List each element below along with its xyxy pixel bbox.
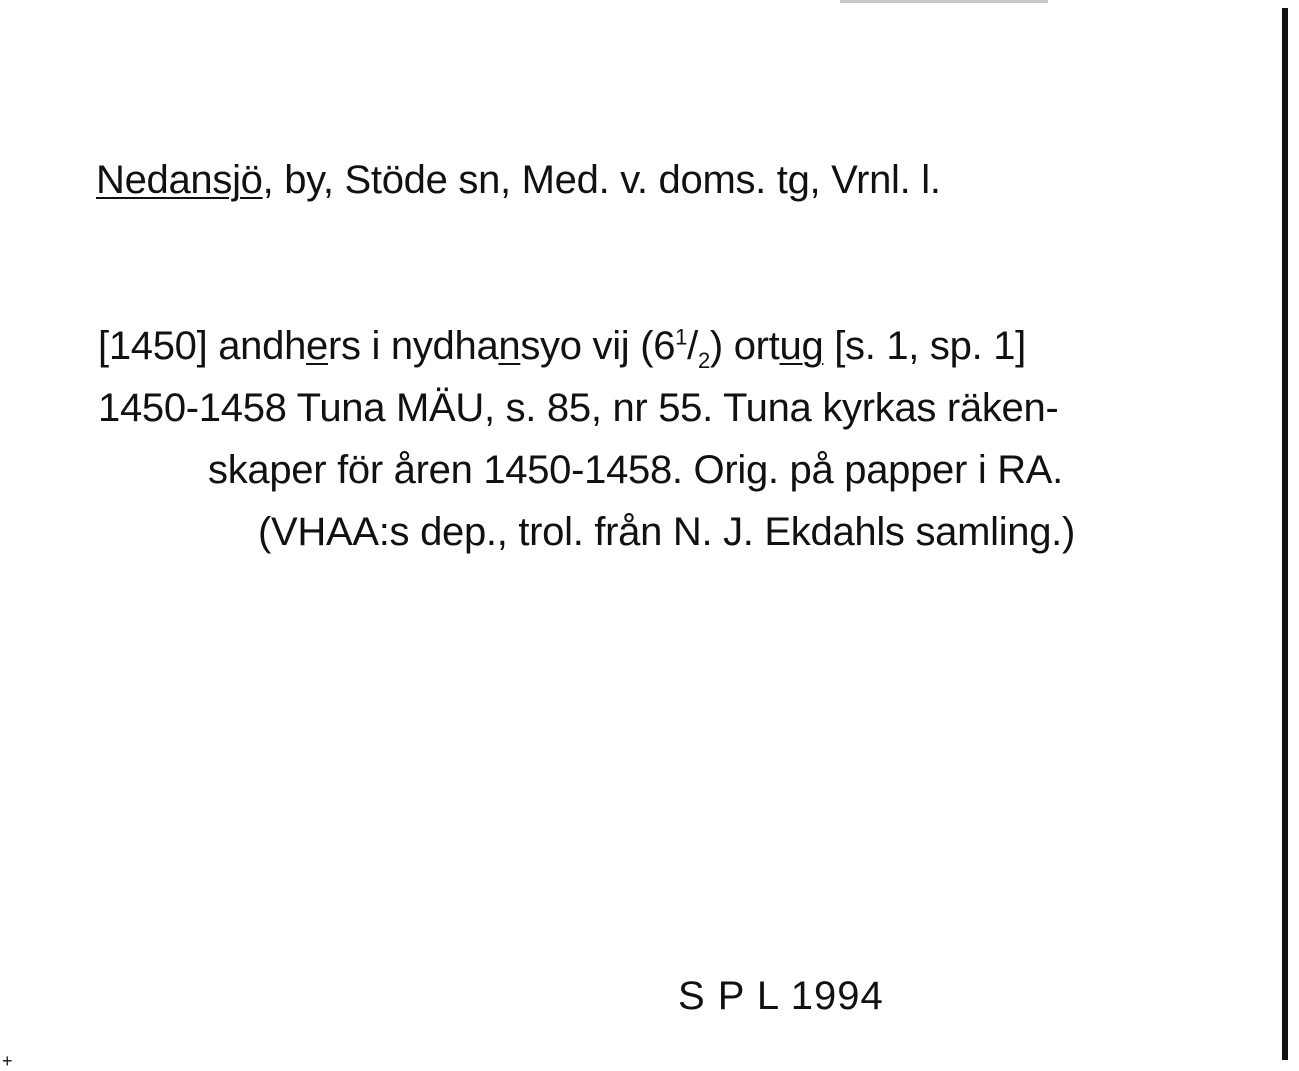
place-name: Nedansjö	[96, 158, 263, 202]
entry-line-2: 1450-1458 Tuna MÄU, s. 85, nr 55. Tuna kyrkas räken-	[98, 386, 1059, 430]
heading-details: , by, Stöde sn, Med. v. doms. tg, Vrnl. l.	[262, 158, 941, 202]
entry-source-ref: [s. 1, sp. 1]	[823, 324, 1026, 368]
top-rule	[840, 0, 1048, 3]
entry-text: syo vij (6	[520, 324, 676, 368]
entry-text: rs i nydha	[327, 324, 499, 368]
entry-line-1	[98, 322, 1026, 373]
entry-abbrev-mark: n	[498, 324, 521, 368]
card-edge-line	[1282, 8, 1288, 1060]
fraction-numerator: 1	[675, 324, 688, 350]
fraction-slash: /	[687, 324, 698, 368]
entry-text: [1450] andh	[98, 324, 307, 368]
entry-abbrev-mark: e	[306, 324, 328, 368]
entry-text: ) ort	[709, 324, 780, 368]
entry-line-3: skaper för åren 1450-1458. Orig. på papper i RA.	[208, 448, 1063, 492]
entry-line-4: (VHAA:s dep., trol. från N. J. Ekdahls samling.)	[258, 510, 1076, 554]
corner-mark: +	[2, 1051, 13, 1071]
card-heading	[96, 156, 941, 204]
signature: S P L 1994	[678, 974, 884, 1018]
entry-abbrev-mark: ug	[779, 324, 824, 368]
fraction-denominator: 2	[697, 348, 710, 373]
